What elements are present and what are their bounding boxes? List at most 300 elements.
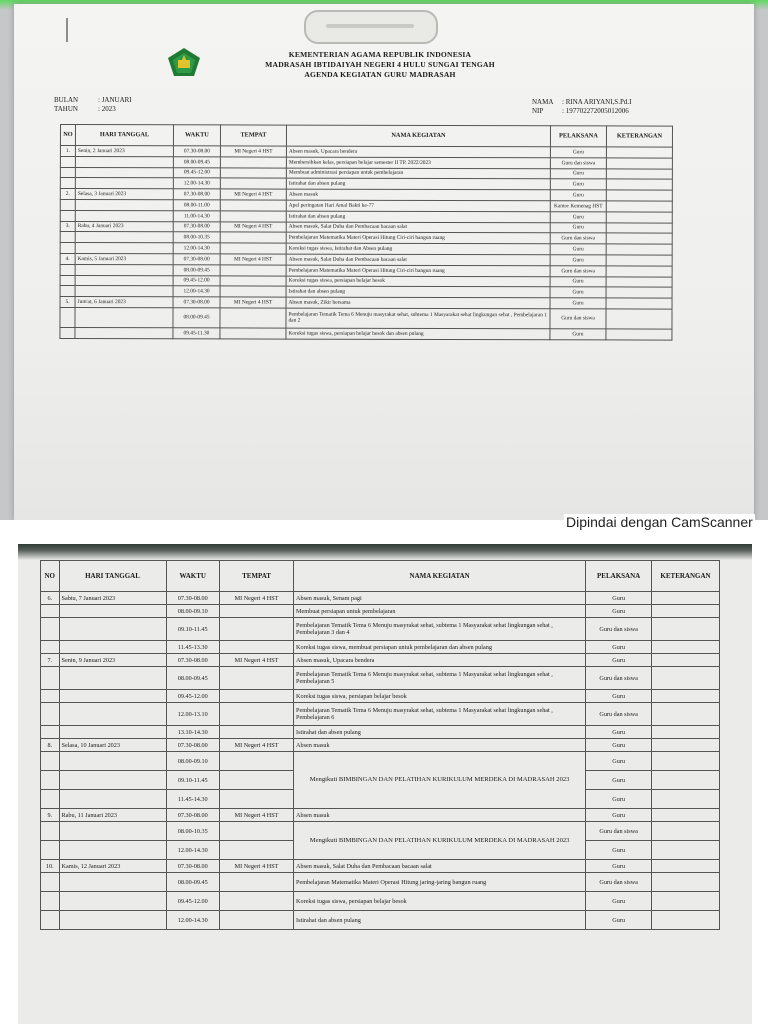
cell-tempat xyxy=(219,822,293,841)
col-kegiatan: NAMA KEGIATAN xyxy=(294,561,586,592)
cell-waktu: 08.00-09.45 xyxy=(173,308,220,328)
cell-waktu: 12.00-14.30 xyxy=(173,243,220,254)
cell-keterangan xyxy=(652,726,720,739)
cell-keterangan xyxy=(652,873,720,892)
cell-no xyxy=(41,790,60,809)
agenda-table-page-2 xyxy=(40,560,720,930)
cell-keterangan xyxy=(606,169,672,180)
cell-tempat xyxy=(219,841,293,860)
cell-keterangan xyxy=(606,223,672,234)
cell-tempat xyxy=(219,873,293,892)
cell-kegiatan: Istirahat dan absen pulang xyxy=(286,178,550,189)
cell-pelaksana: Guru dan siswa xyxy=(586,873,652,892)
cell-kegiatan-merged: Mengikuti BIMBINGAN DAN PELATIHAN KURIKULUM MERDEKA DI MADRASAH 2023 xyxy=(294,822,586,860)
table-row xyxy=(41,726,720,739)
table-row xyxy=(41,690,720,703)
cell-keterangan xyxy=(606,255,672,266)
cell-no xyxy=(41,752,60,771)
kemenag-logo-icon xyxy=(164,46,204,80)
cell-no xyxy=(60,232,75,243)
cell-pelaksana: Kantor Kemenag HST xyxy=(550,201,606,212)
table-header-row xyxy=(41,561,720,592)
cell-keterangan xyxy=(652,752,720,771)
scanner-watermark: Dipindai dengan CamScanner xyxy=(566,514,753,530)
table-row xyxy=(41,809,720,822)
cell-kegiatan: Koreksi tugas siswa, persiapan belajar besok xyxy=(294,690,586,703)
cell-kegiatan: Membuat persiapan untuk pembelajaran xyxy=(294,605,586,618)
cell-tempat xyxy=(220,232,286,243)
table-body-page-2 xyxy=(41,592,720,930)
nip-value: : 197702272005012006 xyxy=(562,107,629,115)
cell-keterangan xyxy=(652,703,720,726)
cell-hari: Senin, 9 Januari 2023 xyxy=(59,654,166,667)
cell-pelaksana: Guru dan siswa xyxy=(586,822,652,841)
cell-hari xyxy=(59,911,166,930)
cell-tempat: MI Negeri 4 HST xyxy=(220,297,286,308)
cell-hari xyxy=(59,703,166,726)
table-row xyxy=(60,307,672,329)
cell-keterangan xyxy=(606,212,672,223)
cell-keterangan xyxy=(652,618,720,641)
cell-no xyxy=(41,771,60,790)
cell-pelaksana: Guru xyxy=(550,329,606,340)
header-title: AGENDA KEGIATAN GURU MADRASAH xyxy=(304,70,456,79)
cell-pelaksana: Guru xyxy=(550,168,606,179)
cell-hari: Senin, 2 Januari 2023 xyxy=(75,146,173,157)
cell-waktu: 07.30-08.00 xyxy=(166,809,219,822)
cell-hari xyxy=(75,156,173,167)
cell-tempat: MI Negeri 4 HST xyxy=(220,146,286,157)
cell-hari xyxy=(75,232,173,243)
cell-no xyxy=(41,911,60,930)
cell-no xyxy=(41,892,60,911)
col-keterangan: KETERANGAN xyxy=(606,126,672,147)
cell-hari: Sabtu, 7 Januari 2023 xyxy=(59,592,166,605)
tahun-label: TAHUN xyxy=(54,105,78,113)
cell-hari: Kamis, 5 Januari 2023 xyxy=(75,254,173,265)
cell-tempat xyxy=(220,265,286,276)
cell-pelaksana: Guru dan siswa xyxy=(586,703,652,726)
cell-no: 9. xyxy=(41,809,60,822)
cell-no: 1. xyxy=(60,146,75,157)
cell-no: 5. xyxy=(60,297,75,308)
cell-waktu: 09.45-12.00 xyxy=(173,275,220,286)
cell-keterangan xyxy=(606,190,672,201)
cell-pelaksana: Guru xyxy=(586,892,652,911)
cell-keterangan xyxy=(606,158,672,169)
cell-waktu: 12.00-14.30 xyxy=(173,286,220,297)
cell-tempat: MI Negeri 4 HST xyxy=(219,654,293,667)
cell-hari xyxy=(59,822,166,841)
cell-tempat xyxy=(219,892,293,911)
cell-hari xyxy=(75,307,173,327)
cell-waktu: 08.00-09.10 xyxy=(166,752,219,771)
header-school: MADRASAH IBTIDAIYAH NEGERI 4 HULU SUNGAI TENGAH xyxy=(265,60,495,69)
cell-kegiatan: Absen masuk xyxy=(294,739,586,752)
cell-kegiatan: Absen masuk xyxy=(286,189,550,200)
table-row xyxy=(41,860,720,873)
cell-no xyxy=(41,641,60,654)
cell-waktu: 12.00-14.30 xyxy=(173,178,220,189)
cell-no xyxy=(41,690,60,703)
cell-waktu: 08.00-11.00 xyxy=(173,200,220,211)
cell-tempat xyxy=(220,168,286,179)
cell-no xyxy=(60,275,75,286)
cell-tempat xyxy=(220,211,286,222)
cell-kegiatan: Absen masuk xyxy=(294,809,586,822)
cell-waktu: 08.00-10.35 xyxy=(173,232,220,243)
cell-pelaksana: Guru xyxy=(586,739,652,752)
cell-hari xyxy=(75,275,173,286)
cell-tempat xyxy=(220,157,286,168)
cell-pelaksana: Guru dan siswa xyxy=(586,618,652,641)
cell-pelaksana: Guru xyxy=(550,255,606,266)
cell-pelaksana: Guru xyxy=(550,244,606,255)
cell-kegiatan: Membuat administrasi persiapan untuk pembelajaran xyxy=(286,168,550,179)
cell-kegiatan: Pembelajaran Tematik Tema 6 Menuju masyrakat sehat, subtema 1 Masyarakat sehat lingkungan sehat , Pembelajaran 6 xyxy=(294,703,586,726)
cell-kegiatan: Absen masuk, Salat Duha dan Pembacaan bacaan salat xyxy=(294,860,586,873)
cell-tempat: MI Negeri 4 HST xyxy=(219,809,293,822)
cell-kegiatan-merged: Mengikuti BIMBINGAN DAN PELATIHAN KURIKULUM MERDEKA DI MADRASAH 2023 xyxy=(294,752,586,809)
cell-no xyxy=(60,210,75,221)
table-row xyxy=(41,703,720,726)
cell-keterangan xyxy=(652,739,720,752)
cell-kegiatan: Istirahat dan absen pulang xyxy=(294,911,586,930)
cell-hari: Selasa, 3 Januari 2023 xyxy=(75,189,173,200)
cell-pelaksana: Guru xyxy=(586,911,652,930)
cell-tempat xyxy=(220,178,286,189)
cell-keterangan xyxy=(606,309,672,329)
cell-no xyxy=(60,156,75,167)
cell-waktu: 07.30-08.00 xyxy=(173,221,220,232)
cell-waktu: 08.00-09.45 xyxy=(173,265,220,276)
dark-top-edge xyxy=(18,544,752,560)
cell-no xyxy=(41,605,60,618)
cell-pelaksana: Guru xyxy=(586,752,652,771)
cell-keterangan xyxy=(606,298,672,309)
cell-kegiatan: Koreksi tugas siswa, membuat persiapan untuk pembelajaran dan absen pulang xyxy=(294,641,586,654)
col-pelaksana: PELAKSANA xyxy=(586,561,652,592)
cell-waktu: 08.00-09.45 xyxy=(166,873,219,892)
cell-kegiatan: Pembelajaran Matematika Materi Operasi Hitung jaring-jaring bangun ruang xyxy=(294,873,586,892)
cell-kegiatan: Pembelajaran Tematik Tema 6 Menuju masyrakat sehat, subtema 1 Masyarakat sehat lingkungan sehat , Pembelajaran 3 dan 4 xyxy=(294,618,586,641)
table-row xyxy=(41,618,720,641)
nip-label: NIP xyxy=(532,107,544,115)
cell-kegiatan: Pembelajaran Matematika Materi Operasi Hitung Ciri-ciri bangun ruang xyxy=(286,265,550,276)
cell-pelaksana: Guru xyxy=(550,222,606,233)
cell-tempat xyxy=(220,286,286,297)
cell-waktu: 07.30-08.00 xyxy=(173,254,220,265)
document-header xyxy=(200,50,560,80)
nama-value: : RINA ARIYANI,S.Pd.I xyxy=(562,98,632,106)
cell-waktu: 09.45-12.00 xyxy=(166,892,219,911)
cell-hari xyxy=(59,667,166,690)
cell-waktu: 09.45-12.00 xyxy=(166,690,219,703)
agenda-table-page-1 xyxy=(59,124,673,340)
cell-no xyxy=(60,178,75,189)
cell-keterangan xyxy=(606,233,672,244)
cell-no: 6. xyxy=(41,592,60,605)
header-ministry: KEMENTERIAN AGAMA REPUBLIK INDONESIA xyxy=(288,50,472,59)
cell-keterangan xyxy=(606,329,672,340)
cell-keterangan xyxy=(652,809,720,822)
cell-pelaksana: Guru xyxy=(586,726,652,739)
cell-tempat: MI Negeri 4 HST xyxy=(219,739,293,752)
cell-tempat xyxy=(220,308,286,328)
cell-tempat: MI Negeri 4 HST xyxy=(220,189,286,200)
cell-no xyxy=(60,327,75,338)
cell-pelaksana: Guru dan siswa xyxy=(550,266,606,277)
table-row xyxy=(41,911,720,930)
cell-pelaksana: Guru dan siswa xyxy=(550,233,606,244)
cell-hari: Selasa, 10 Januari 2023 xyxy=(59,739,166,752)
table-row xyxy=(41,873,720,892)
cell-keterangan xyxy=(652,667,720,690)
cell-waktu: 07.30-08.00 xyxy=(166,592,219,605)
cell-no xyxy=(41,822,60,841)
cell-keterangan xyxy=(652,654,720,667)
cell-tempat xyxy=(219,911,293,930)
cell-kegiatan: Absen masuk, Salat Duha dan Pembacaan bacaan salat xyxy=(286,222,550,233)
cell-kegiatan: Pembelajaran Tematik Tema 6 Menuju masyrakat sehat, subtema 1 Masyarakat sehat lingkungan sehat , Pembelajaran 1 dan 2 xyxy=(286,308,550,329)
cell-waktu: 09.10-11.45 xyxy=(166,618,219,641)
cell-waktu: 13.10-14.30 xyxy=(166,726,219,739)
cell-kegiatan: Koreksi tugas siswa, Istirahat dan Absen pulang xyxy=(286,243,550,254)
cell-hari: Jum'at, 6 Januari 2023 xyxy=(75,297,173,308)
col-pelaksana: PELAKSANA xyxy=(550,126,606,147)
cell-hari xyxy=(75,178,173,189)
col-tempat: TEMPAT xyxy=(220,125,286,146)
cell-tempat xyxy=(219,690,293,703)
cell-waktu: 08.00-09.45 xyxy=(173,157,220,168)
cell-hari xyxy=(59,618,166,641)
scan-page-2 xyxy=(18,544,752,1024)
cell-hari: Rabu, 4 Januari 2023 xyxy=(75,221,173,232)
table-row xyxy=(41,605,720,618)
cell-pelaksana: Guru xyxy=(550,212,606,223)
cell-no xyxy=(60,307,75,327)
cell-hari xyxy=(59,641,166,654)
period-info xyxy=(54,96,132,114)
cell-keterangan xyxy=(652,605,720,618)
cell-pelaksana: Guru xyxy=(550,190,606,201)
cell-no: 4. xyxy=(60,253,75,264)
cell-pelaksana: Guru xyxy=(586,860,652,873)
cell-waktu: 07.30-08.00 xyxy=(173,146,220,157)
cell-waktu: 12.00-14.30 xyxy=(166,841,219,860)
cell-keterangan xyxy=(652,771,720,790)
cell-waktu: 12.00-14.30 xyxy=(166,911,219,930)
cell-waktu: 08.00-10.35 xyxy=(166,822,219,841)
cell-kegiatan: Absen masuk, Senam pagi xyxy=(294,592,586,605)
cell-keterangan xyxy=(652,790,720,809)
cell-keterangan xyxy=(606,287,672,298)
col-keterangan: KETERANGAN xyxy=(652,561,720,592)
cell-no: 2. xyxy=(60,189,75,200)
bulan-label: BULAN xyxy=(54,96,79,104)
cell-no: 8. xyxy=(41,739,60,752)
cell-pelaksana: Guru xyxy=(586,592,652,605)
cell-kegiatan: Pembelajaran Tematik Tema 6 Menuju masyrakat sehat, subtema 1 Masyarakat sehat lingkungan sehat , Pembelajaran 5 xyxy=(294,667,586,690)
cell-keterangan xyxy=(652,690,720,703)
table-row xyxy=(41,892,720,911)
cell-keterangan xyxy=(652,892,720,911)
cell-pelaksana: Guru xyxy=(550,147,606,158)
col-hari: HARI TANGGAL xyxy=(75,125,173,146)
cell-waktu: 08.00-09.45 xyxy=(166,667,219,690)
table-row xyxy=(41,654,720,667)
cell-waktu: 07.30-08.00 xyxy=(166,654,219,667)
col-waktu: WAKTU xyxy=(173,125,220,146)
cell-kegiatan: Koreksi tugas siswa, persiapan belajar besok xyxy=(294,892,586,911)
table-row xyxy=(41,822,720,841)
cell-kegiatan: Absen masuk, Upacara bendera xyxy=(286,146,550,157)
cell-no: 3. xyxy=(60,221,75,232)
cell-keterangan xyxy=(606,266,672,277)
col-tempat: TEMPAT xyxy=(219,561,293,592)
cell-no xyxy=(41,667,60,690)
cell-no xyxy=(60,264,75,275)
cell-keterangan xyxy=(606,244,672,255)
cell-no xyxy=(60,199,75,210)
cell-hari xyxy=(59,605,166,618)
cell-kegiatan: Istirahat dan absen pulang xyxy=(294,726,586,739)
cell-tempat xyxy=(219,752,293,771)
cell-tempat xyxy=(219,618,293,641)
table-row xyxy=(41,752,720,771)
cell-kegiatan: Istirahat dan absen pulang xyxy=(286,211,550,222)
cell-hari xyxy=(59,771,166,790)
cell-keterangan xyxy=(606,179,672,190)
bulan-value: : JANUARI xyxy=(98,96,132,104)
table-row xyxy=(41,667,720,690)
cell-tempat xyxy=(219,641,293,654)
cell-hari xyxy=(75,327,173,338)
cell-pelaksana: Guru xyxy=(550,298,606,309)
cell-waktu: 12.00-13.10 xyxy=(166,703,219,726)
cell-kegiatan: Absen masuk, Upacara bendera xyxy=(294,654,586,667)
cell-no xyxy=(41,703,60,726)
cell-pelaksana: Guru xyxy=(586,841,652,860)
table-row xyxy=(41,641,720,654)
cell-pelaksana: Guru xyxy=(586,790,652,809)
cell-hari xyxy=(59,752,166,771)
cell-pelaksana: Guru xyxy=(586,654,652,667)
cell-waktu: 11.45-13.30 xyxy=(166,641,219,654)
cell-pelaksana: Guru xyxy=(586,605,652,618)
cell-hari xyxy=(75,200,173,211)
cell-waktu: 07.30-08.00 xyxy=(166,739,219,752)
cell-keterangan xyxy=(606,201,672,212)
cell-pelaksana: Guru xyxy=(550,179,606,190)
cell-keterangan xyxy=(606,147,672,158)
cell-no: 10. xyxy=(41,860,60,873)
cell-pelaksana: Guru xyxy=(586,771,652,790)
cell-tempat: MI Negeri 4 HST xyxy=(219,592,293,605)
cell-waktu: 09.10-11.45 xyxy=(166,771,219,790)
cell-pelaksana: Guru xyxy=(586,641,652,654)
cell-pelaksana: Guru dan siswa xyxy=(550,158,606,169)
cell-kegiatan: Koreksi tugas siswa, persiapan belajar besok dan absen pulang xyxy=(286,328,550,339)
cell-tempat xyxy=(220,243,286,254)
cell-hari xyxy=(75,167,173,178)
col-hari: HARI TANGGAL xyxy=(59,561,166,592)
cell-no xyxy=(41,841,60,860)
cell-tempat xyxy=(219,605,293,618)
cell-tempat: MI Negeri 4 HST xyxy=(220,221,286,232)
tahun-value: : 2023 xyxy=(98,105,116,113)
cell-tempat xyxy=(219,667,293,690)
cell-waktu: 07.30-08.00 xyxy=(173,297,220,308)
cell-waktu: 07.30-08.00 xyxy=(166,860,219,873)
cell-hari xyxy=(59,892,166,911)
cell-tempat xyxy=(219,771,293,790)
cell-no xyxy=(60,286,75,297)
table-row xyxy=(41,592,720,605)
cell-waktu: 11.00-14.30 xyxy=(173,211,220,222)
table-row xyxy=(60,327,672,339)
table-header-row xyxy=(60,125,672,148)
cell-kegiatan: Istirahat dan absen pulang xyxy=(286,286,550,297)
cell-pelaksana: Guru xyxy=(550,287,606,298)
cell-hari: Kamis, 12 Januari 2023 xyxy=(59,860,166,873)
cell-hari xyxy=(59,790,166,809)
cell-tempat xyxy=(220,200,286,211)
cell-keterangan xyxy=(652,592,720,605)
cell-waktu: 07.30-08.00 xyxy=(173,189,220,200)
cell-kegiatan: Koreksi tugas siswa, persiapan belajar besok xyxy=(286,276,550,287)
cell-keterangan xyxy=(606,276,672,287)
table-row xyxy=(41,739,720,752)
cell-tempat xyxy=(219,726,293,739)
cell-waktu: 11.45-14.30 xyxy=(166,790,219,809)
cell-kegiatan: Absen masuk, Salat Duha dan Pembacaan bacaan salat xyxy=(286,254,550,265)
cell-kegiatan: Membersihkan kelas, persiapan belajar semester II TP. 2022/2023 xyxy=(286,157,550,168)
cell-no: 7. xyxy=(41,654,60,667)
cell-hari xyxy=(75,210,173,221)
cell-hari xyxy=(75,264,173,275)
col-kegiatan: NAMA KEGIATAN xyxy=(286,125,550,147)
cell-waktu: 09.45-11.30 xyxy=(173,328,220,339)
cell-tempat: MI Negeri 4 HST xyxy=(219,860,293,873)
margin-mark xyxy=(66,18,68,42)
cell-hari: Rabu, 11 Januari 2023 xyxy=(59,809,166,822)
cell-no xyxy=(41,618,60,641)
cell-hari xyxy=(75,243,173,254)
cell-tempat xyxy=(220,275,286,286)
cell-hari xyxy=(59,726,166,739)
col-no: NO xyxy=(41,561,60,592)
teacher-info xyxy=(532,98,631,116)
cell-waktu: 09.45-12.00 xyxy=(173,167,220,178)
cell-keterangan xyxy=(652,911,720,930)
cell-keterangan xyxy=(652,860,720,873)
clipboard-clip xyxy=(304,10,438,44)
cell-tempat xyxy=(220,328,286,339)
cell-kegiatan: Pembelajaran Matematika Materi Operasi Hitung Ciri-ciri bangun ruang xyxy=(286,232,550,243)
cell-hari xyxy=(75,286,173,297)
cell-keterangan xyxy=(652,641,720,654)
cell-no xyxy=(41,726,60,739)
col-waktu: WAKTU xyxy=(166,561,219,592)
cell-tempat xyxy=(219,703,293,726)
cell-hari xyxy=(59,873,166,892)
cell-keterangan xyxy=(652,841,720,860)
cell-tempat: MI Negeri 4 HST xyxy=(220,254,286,265)
cell-pelaksana: Guru xyxy=(550,276,606,287)
cell-no xyxy=(60,167,75,178)
cell-waktu: 08.00-09.10 xyxy=(166,605,219,618)
